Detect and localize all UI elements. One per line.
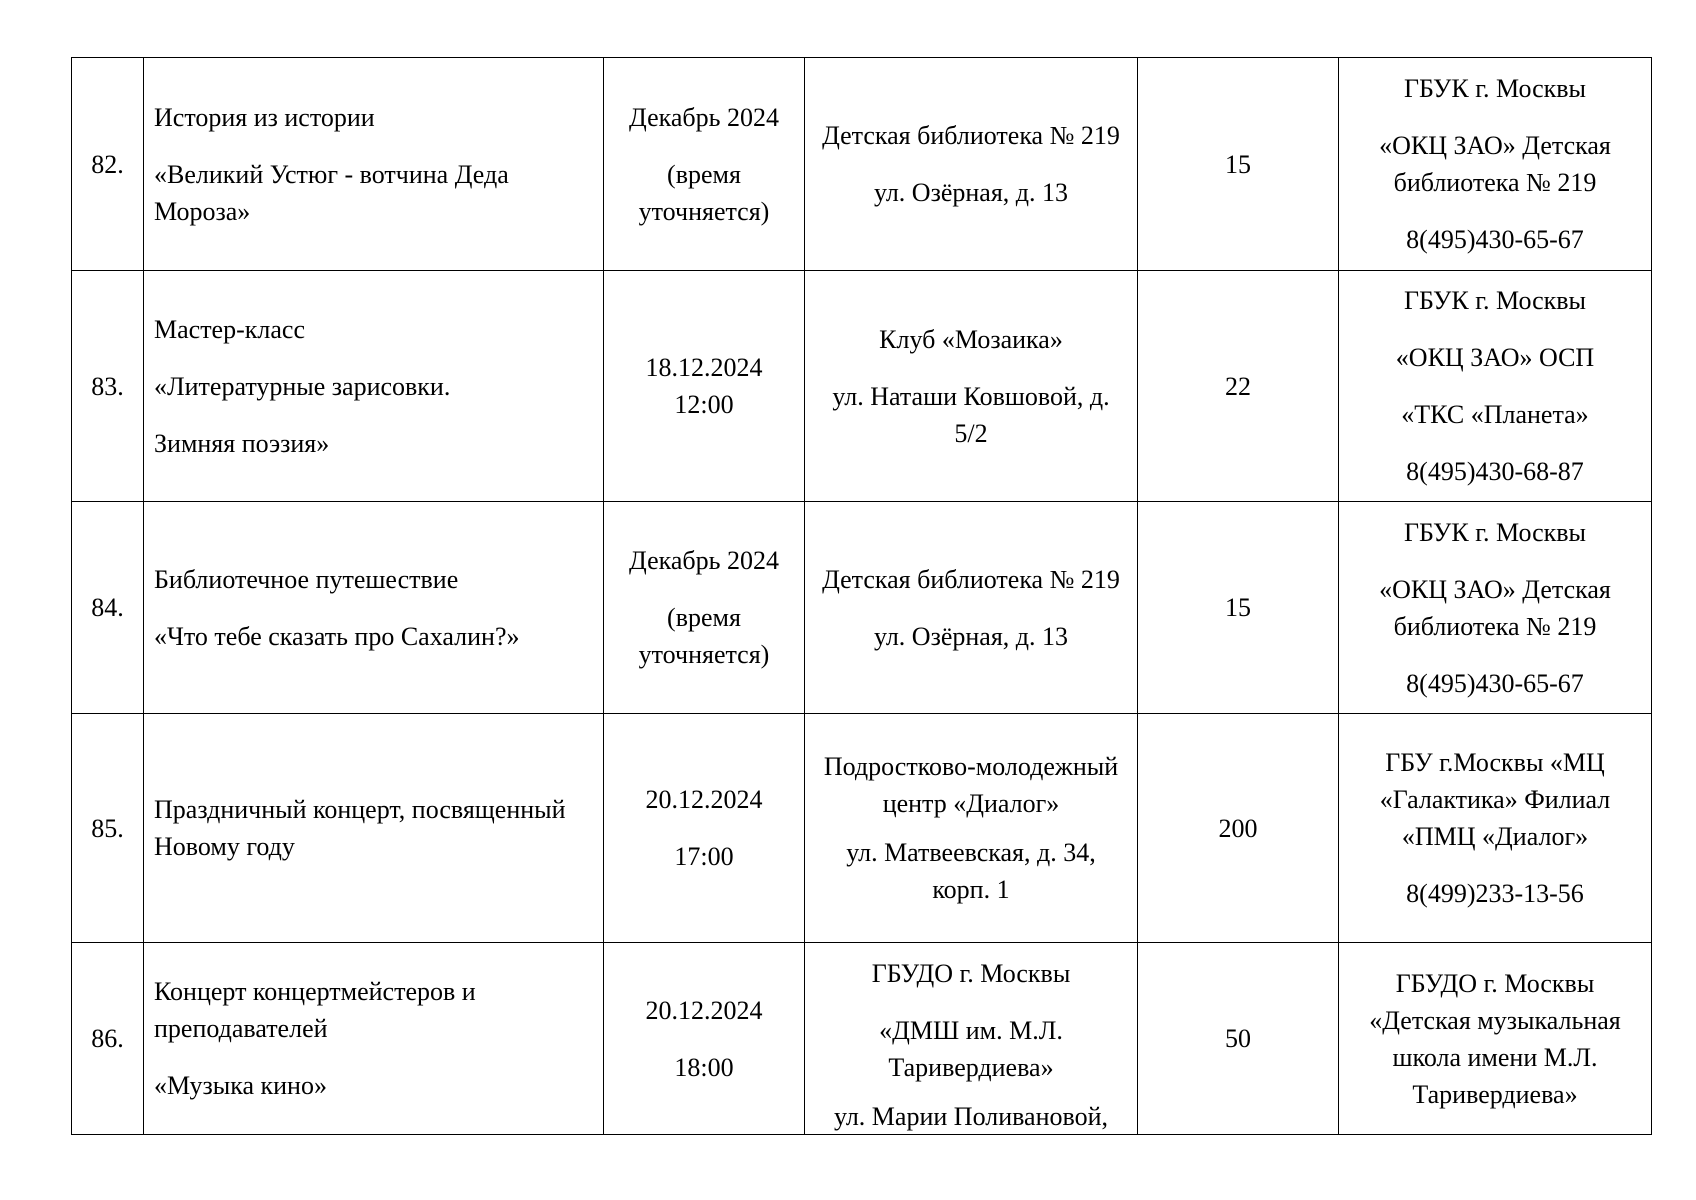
event-title-line: Концерт концертмейстеров и преподавателей (154, 977, 476, 1043)
event-title-line: Зимняя поэзия» (154, 428, 330, 458)
participants-count: 200 (1138, 714, 1339, 943)
row-number: 84. (72, 502, 144, 714)
event-place-cell (805, 271, 1138, 502)
event-title-line: Библиотечное путешествие (154, 564, 459, 594)
row-number: 85. (72, 714, 144, 943)
organizer-cell (1339, 271, 1652, 502)
event-place-cell (805, 502, 1138, 714)
event-place-cell (805, 58, 1138, 271)
event-title-line: История из истории (154, 102, 375, 132)
event-place-line: Детская библиотека № 219 (822, 121, 1120, 150)
event-place-line: «ДМШ им. М.Л. Таривердиева» (879, 1016, 1063, 1082)
event-place-line: Детская библиотека № 219 (822, 564, 1120, 594)
event-title-line: Праздничный концерт, посвященный Новому году (154, 795, 566, 861)
event-place-line: ГБУДО г. Москвы (871, 959, 1071, 988)
organizer-line: «ОКЦ ЗАО» ОСП (1395, 343, 1595, 372)
organizer-phone: 8(499)233-13-56 (1406, 879, 1584, 908)
participants-count: 15 (1138, 58, 1339, 271)
organizer-cell (1339, 58, 1652, 271)
organizer-line: ГБУ г.Москвы «МЦ «Галактика» Филиал «ПМЦ «Диалог» (1379, 748, 1611, 851)
event-place-line: ул. Матвеевская, д. 34, корп. 1 (846, 838, 1096, 904)
organizer-cell (1339, 502, 1652, 714)
event-date-line: Декабрь 2024 (629, 546, 779, 575)
row-number: 86. (72, 943, 144, 1135)
organizer-cell (1339, 714, 1652, 943)
event-date-line: (время уточняется) (638, 603, 770, 669)
organizer-line: «ОКЦ ЗАО» Детская библиотека № 219 (1379, 131, 1611, 197)
event-place-cell (805, 943, 1138, 1135)
row-number: 82. (72, 58, 144, 271)
event-date-line: 17:00 (674, 842, 734, 871)
event-title-line: Мастер-класс (154, 314, 305, 344)
event-title-line: «Что тебе сказать про Сахалин?» (154, 621, 520, 651)
organizer-phone: 8(495)430-65-67 (1406, 225, 1584, 254)
event-title-cell (144, 502, 604, 714)
event-place-cell (805, 714, 1138, 943)
table-row (72, 58, 1652, 271)
event-title-cell (144, 943, 604, 1135)
event-title-line: «Великий Устюг - вотчина Деда Мороза» (154, 159, 509, 226)
event-title-line: «Музыка кино» (154, 1071, 327, 1100)
participants-count: 15 (1138, 502, 1339, 714)
event-place-line: ул. Наташи Ковшовой, д. 5/2 (832, 381, 1110, 448)
event-date-line: 20.12.2024 (645, 785, 763, 814)
event-date-line: 18.12.2024 12:00 (645, 353, 763, 419)
event-date-line: 18:00 (674, 1052, 734, 1082)
table-row (72, 943, 1652, 1135)
organizer-phone: 8(495)430-68-87 (1406, 457, 1584, 486)
organizer-line: ГБУК г. Москвы (1403, 74, 1587, 103)
event-date-line: Декабрь 2024 (629, 102, 779, 132)
event-place-line: ул. Озёрная, д. 13 (873, 621, 1069, 651)
table-row (72, 271, 1652, 502)
event-place-line: ул. Озёрная, д. 13 (873, 178, 1069, 207)
table-row (72, 714, 1652, 943)
participants-count: 22 (1138, 271, 1339, 502)
table-row (72, 502, 1652, 714)
organizer-line: ГБУК г. Москвы (1403, 286, 1587, 315)
event-date-cell (604, 502, 805, 714)
event-date-cell (604, 271, 805, 502)
organizer-line: ГБУК г. Москвы (1403, 517, 1587, 547)
participants-count: 50 (1138, 943, 1339, 1135)
organizer-cell (1339, 943, 1652, 1135)
event-place-clip (815, 943, 1127, 1133)
organizer-line: «ОКЦ ЗАО» Детская библиотека № 219 (1379, 574, 1611, 641)
organizer-phone: 8(495)430-65-67 (1406, 668, 1584, 698)
event-date-cell (604, 58, 805, 271)
event-date-line: 20.12.2024 (645, 995, 763, 1025)
events-table (71, 57, 1652, 1135)
event-title-line: «Литературные зарисовки. (154, 371, 451, 401)
event-title-cell (144, 271, 604, 502)
organizer-line: «ТКС «Планета» (1401, 400, 1589, 429)
event-date-line: (время уточняется) (638, 159, 770, 226)
event-title-cell (144, 714, 604, 943)
event-place-line: Клуб «Мозаика» (879, 324, 1063, 354)
event-date-cell (604, 714, 805, 943)
organizer-line: ГБУДО г. Москвы «Детская музыкальная школа имени М.Л. Таривердиева» (1369, 968, 1621, 1109)
event-place-line: Подростково-молодежный центр «Диалог» (823, 752, 1119, 818)
event-title-cell (144, 58, 604, 271)
event-place-line: ул. Марии Поливановой, (833, 1102, 1109, 1131)
row-number: 83. (72, 271, 144, 502)
event-date-cell (604, 943, 805, 1135)
